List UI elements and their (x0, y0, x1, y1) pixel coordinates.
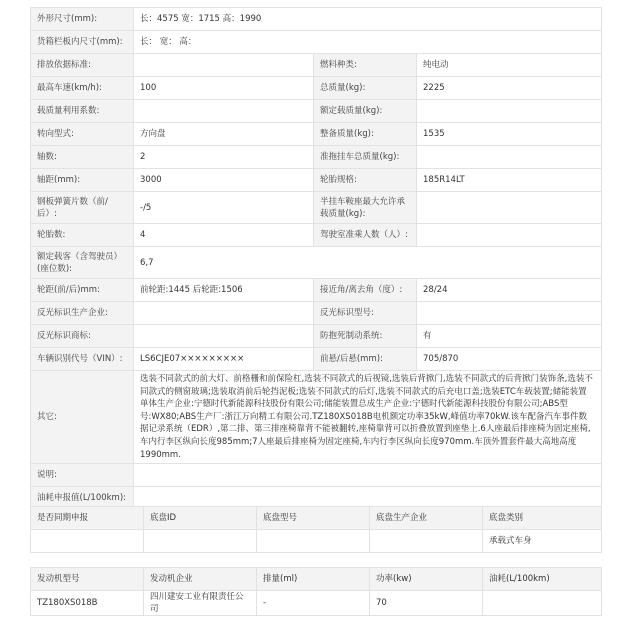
chassis-header-same-period: 是否同期申报 (31, 507, 144, 530)
axle-count-value: 2 (134, 146, 314, 169)
reflector-brand-label: 反光标识商标: (31, 325, 134, 348)
chassis-header-category: 底盘类别 (483, 507, 602, 530)
reflector-brand-value (134, 325, 314, 348)
max-speed-label: 最高车速(km/h): (31, 77, 134, 100)
chassis-cell-maker (370, 530, 483, 553)
rated-load-label: 额定载质量(kg): (314, 100, 417, 123)
engine-cell-model: TZ180XS018B (31, 591, 144, 616)
tire-count-label: 轮胎数: (31, 224, 134, 247)
emission-std-value (134, 54, 314, 77)
tire-spec-value: 185R14LT (417, 169, 602, 192)
rated-seats-label: 额定载客（含驾驶员）(座位数): (31, 247, 134, 279)
cargo-size-value: 长： 宽： 高： (134, 31, 602, 54)
load-util-value (134, 100, 314, 123)
abs-label: 防抱死制动系统: (314, 325, 417, 348)
reflector-maker-value (134, 302, 314, 325)
saddle-load-value (417, 192, 602, 224)
leaf-spring-label: 钢板弹簧片数（前/后）: (31, 192, 134, 224)
engine-cell-fuel-consumption (483, 591, 602, 616)
chassis-header-id: 底盘ID (144, 507, 257, 530)
engine-table (30, 567, 602, 616)
engine-header-maker: 发动机企业 (144, 568, 257, 591)
track-value: 前轮距:1445 后轮距:1506 (134, 279, 314, 302)
curb-mass-value: 1535 (417, 123, 602, 146)
chassis-cell-id (144, 530, 257, 553)
gross-mass-value: 2225 (417, 77, 602, 100)
wheelbase-label: 轴距(mm): (31, 169, 134, 192)
tire-count-value: 4 (134, 224, 314, 247)
leaf-spring-value: -/5 (134, 192, 314, 224)
chassis-header-maker: 底盘生产企业 (370, 507, 483, 530)
reflector-model-label: 反光标识型号: (314, 302, 417, 325)
overall-size-value: 长：4575 宽：1715 高：1990 (134, 8, 602, 31)
overhang-value: 705/870 (417, 348, 602, 371)
engine-header-power: 功率(kw) (370, 568, 483, 591)
fuel-type-label: 燃料种类: (314, 54, 417, 77)
engine-cell-maker: 四川建安工业有限责任公司 (144, 591, 257, 616)
steering-label: 转向型式: (31, 123, 134, 146)
steering-value: 方向盘 (134, 123, 314, 146)
rated-load-value (417, 100, 602, 123)
overall-size-label: 外形尺寸(mm): (31, 8, 134, 31)
notes-value (134, 464, 602, 487)
other-label: 其它: (31, 371, 134, 464)
max-speed-value: 100 (134, 77, 314, 100)
chassis-header-model: 底盘型号 (257, 507, 370, 530)
gross-mass-label: 总质量(kg): (314, 77, 417, 100)
approach-angle-value: 28/24 (417, 279, 602, 302)
trailer-mass-value (417, 146, 602, 169)
vehicle-parameters-table (30, 7, 602, 510)
chassis-cell-model (257, 530, 370, 553)
approach-angle-label: 接近角/离去角（度）: (314, 279, 417, 302)
engine-header-displacement: 排量(ml) (257, 568, 370, 591)
cab-seats-value (417, 224, 602, 247)
chassis-cell-same-period (31, 530, 144, 553)
engine-cell-displacement: - (257, 591, 370, 616)
cab-seats-label: 驾驶室准乘人数（人）: (314, 224, 417, 247)
load-util-label: 载质量利用系数: (31, 100, 134, 123)
overhang-label: 前悬/后悬(mm): (314, 348, 417, 371)
saddle-load-label: 半挂车鞍座最大允许承载质量(kg): (314, 192, 417, 224)
cargo-size-label: 货箱栏板内尺寸(mm): (31, 31, 134, 54)
abs-value: 有 (417, 325, 602, 348)
fuel-use-label: 油耗申报值(L/100km): (31, 487, 134, 510)
vin-label: 车辆识别代号（VIN）: (31, 348, 134, 371)
engine-header-fuel-consumption: 油耗(L/100km) (483, 568, 602, 591)
notes-label: 说明: (31, 464, 134, 487)
chassis-cell-category: 承载式车身 (483, 530, 602, 553)
reflector-model-value (417, 302, 602, 325)
engine-header-model: 发动机型号 (31, 568, 144, 591)
vin-value: LS6CJE07××××××××× (134, 348, 314, 371)
other-value: 选装不同款式的前大灯、前格栅和前保险杠,选装不同款式的后视镜,选装后背掀门,选装不同款式的后背掀门装饰条,选装不同款式的侧窗玻璃;选装取消前后轮挡泥板;选装不同款式的后灯,选装不同款式的后充电口盖;选装ETC车载装置;储能装置单体生产企业:宁德时代新能源科技股份有限公司;储能装置总成生产企业:宁德时代新能源科技股份有限公司;ABS型号:WX80;ABS生产厂:浙江万向精工有限公司.TZ180XS018B电机额定功率35kW,峰值功率70kW.该车配备汽车事件数据记录系统（EDR）,第二排、第三排座椅靠背不能被翻转,座椅靠背可以折叠放置到座垫上.6人座最后排座椅为固定座椅,车内行李区纵向长度985mm;7人座最后排座椅为固定座椅,车内行李区纵向长度970mm.车顶外置套件最大高地高度1990mm. (134, 371, 602, 464)
track-label: 轮距(前/后)mm: (31, 279, 134, 302)
fuel-type-value: 纯电动 (417, 54, 602, 77)
trailer-mass-label: 准拖挂车总质量(kg): (314, 146, 417, 169)
emission-std-label: 排放依据标准: (31, 54, 134, 77)
tire-spec-label: 轮胎规格: (314, 169, 417, 192)
axle-count-label: 轴数: (31, 146, 134, 169)
reflector-maker-label: 反光标识生产企业: (31, 302, 134, 325)
wheelbase-value: 3000 (134, 169, 314, 192)
curb-mass-label: 整备质量(kg): (314, 123, 417, 146)
rated-seats-value: 6,7 (134, 247, 602, 279)
engine-cell-power: 70 (370, 591, 483, 616)
chassis-table (30, 506, 602, 553)
